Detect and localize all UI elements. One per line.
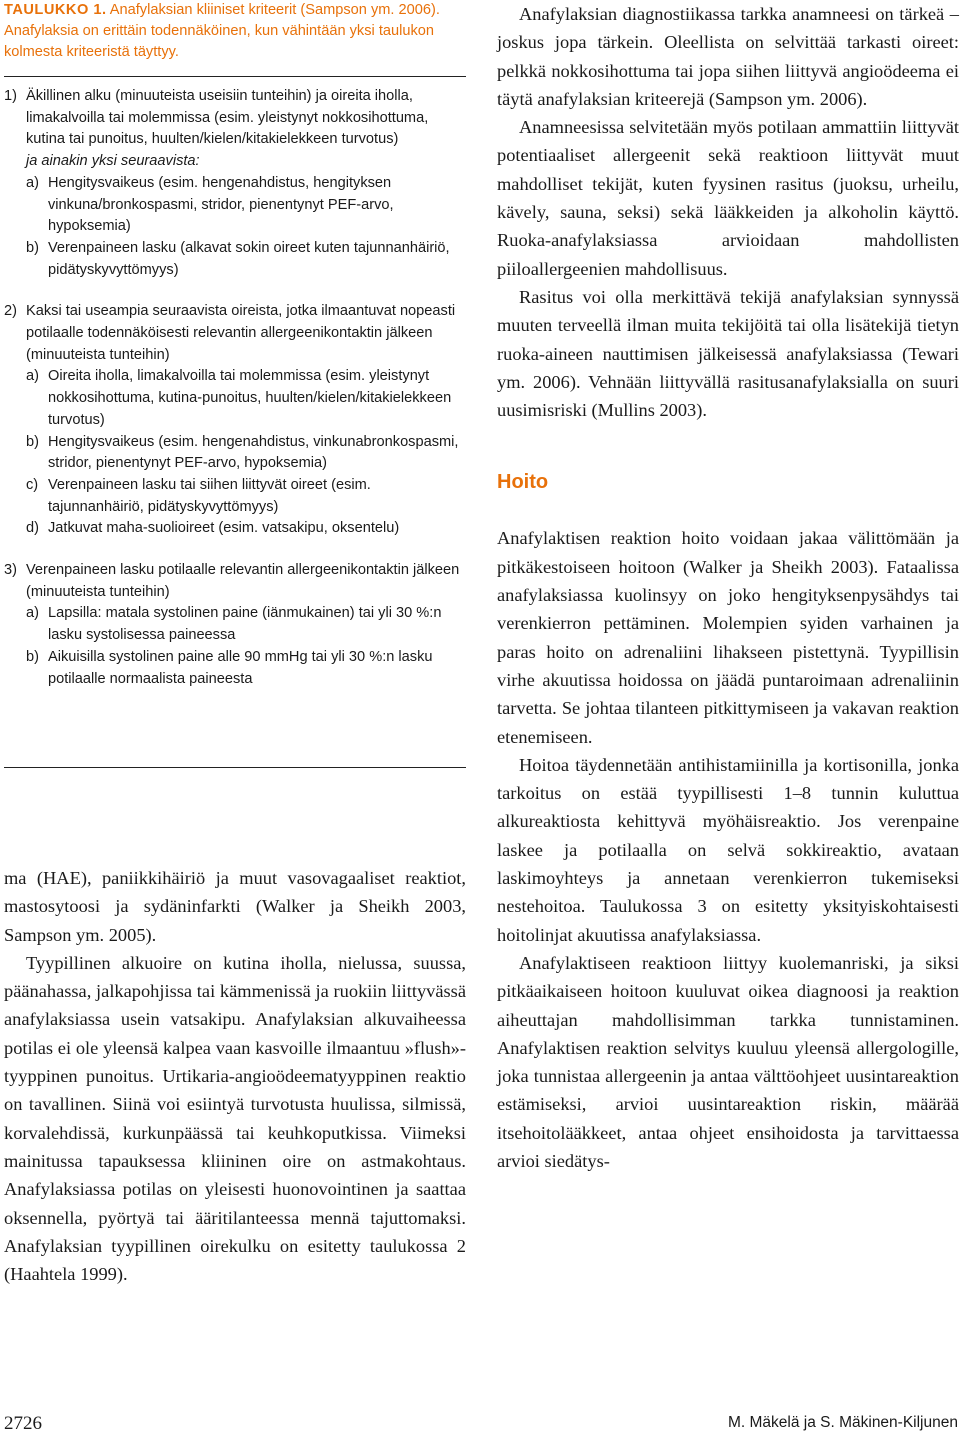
item-text: Verenpaineen lasku tai siihen liittyvät oireet (esim. tajunnanhäiriö, pidätyskyvyttömyys) [48,476,371,515]
footer-authors: M. Mäkelä ja S. Mäkinen-Kiljunen [727,1414,958,1431]
item-letter: a) [26,605,39,622]
criterion-item [26,366,466,431]
paragraph: Anamneesissa selvitetään myös potilaan ammattiin liittyvät potentiaaliset allergeenit sekä reaktioon liittyvät muut mahdolliset tekijät, kuten fyysinen rasitus (juoksu, urheilu, kävely, sauna, seksi) sekä lääkkeiden ja alkoholin käyttö. Ruoka-anafylaksiassa arvioidaan mahdollisten piiloallergeenien mahdollisuus. [497,117,959,279]
criterion-number: 3) [4,562,17,579]
criterion-item [26,238,466,281]
paragraph: Anafylaktisen reaktion hoito voidaan jakaa välittömään ja pitkäkestoiseen hoitoon (Walker ja Sheikh 2003). Fataalissa anafylaksiassa kuolinsyy on joko hengityksenpysähdys tai verenkierron pettäminen. Molempien syiden varhainen ja paras hoito on adrenaliini lihakseen pistettynä. Tyypillisin virhe akuutissa hoidossa on jäädä puntaroimaan adrenaliinin tarvetta. Se johtaa tilanteen pitkittymiseen ja vakavan reaktion etenemiseen. [497,528,959,747]
item-letter: b) [26,239,39,256]
criterion-text: Äkillinen alku (minuuteista useisiin tunteihin) ja oireita iholla, limakalvoilla tai molemmissa (esim. yleistynyt nokkosihottuma, kutina tai punoitus, huulten/kielen/kitakielekkeen turvotus) [26,88,429,148]
criterion-2 [4,301,466,540]
item-letter: b) [26,433,39,450]
table-top-rule [4,76,466,77]
criterion-emphasis: ja ainakin yksi seuraavista: [26,153,200,170]
criterion-number: 2) [4,303,17,320]
criterion-text: Kaksi tai useampia seuraavista oireista, jotka ilmaantuvat nopeasti potilaalle todennäköisesti relevantin allergeenikontaktin jälkeen (minuuteista tunteihin) [26,303,456,363]
criterion-item [26,432,466,475]
item-text: Jatkuvat maha-suolioireet (esim. vatsakipu, oksentelu) [48,520,400,537]
criterion-text: Verenpaineen lasku potilaalle relevantin allergeenikontaktin jälkeen (minuuteista tunteihin) [26,562,460,600]
table-caption-text: Anafylaksian kliiniset kriteerit (Sampson ym. 2006). Anafylaksia on erittäin todennäköinen, kun vähintään yksi taulukon kolmesta kriteeristä täyttyy. [4,2,440,60]
item-text: Lapsilla: matala systolinen paine (iänmukainen) tai yli 30 %:n lasku systolisessa paineessa [48,605,442,644]
section-heading-hoito: Hoito [497,471,549,494]
paragraph: Hoitoa täydennetään antihistamiinilla ja kortisonilla, jonka tarkoitus on estää tyypillisesti 1–8 tunnin kuluttua alkureaktiosta kehittyvä myöhäisreaktio. Jos verenpaine laskee ja potilaalla on selvä sokkireaktio, avataan laskimoyhteys ja annetaan verenkierron tukemiseksi nestehoitoa. Taulukossa 3 on esitetty yksityiskohtaisesti hoitolinjat akuutissa anafylaksiassa. [497,754,959,945]
page-number: 2726 [4,1413,42,1434]
item-text: Hengitysvaikeus (esim. hengenahdistus, hengityksen vinkuna/bronkospasmi, stridor, pienentynyt PEF-arvo, hypoksemia) [48,174,394,235]
paragraph: Anafylaksian diagnostiikassa tarkka anamneesi on tärkeä – joskus jopa tärkein. Oleellista on selvittää tarkasti oireet: pelkkä nokkosihottuma tai jopa siihen liittyvä angioödeema ei täytä anafylaksian kriteerejä (Sampson ym. 2006). [497,4,959,109]
table-1 [4,0,466,690]
table-label: TAULUKKO 1. [4,2,107,18]
criterion-item [26,518,466,540]
criterion-item [26,475,466,518]
paragraph: Rasitus voi olla merkittävä tekijä anafylaksian synnyssä muuten terveellä ilman muita tekijöitä tai olla lisätekijä tietyn ruoka-aineen nauttimisen jälkeisessä anafylaksiassa (Tewari ym. 2006). Vehnään liittyvällä rasitusanafylaksialla on suuri uusimisriski (Mullins 2003). [497,286,959,421]
item-text: Verenpaineen lasku (alkavat sokin oireet kuten tajunnanhäiriö, pidätyskyvyttömyys) [48,239,450,278]
table-caption [4,0,466,63]
criterion-item [26,603,466,646]
table-bottom-rule [4,767,466,768]
item-letter: c) [26,476,39,493]
paragraph: ma (HAE), paniikkihäiriö ja muut vasovagaaliset reaktiot, mastosytoosi ja sydäninfarkti (Walker ja Sheikh 2003, Sampson ym. 2005). [4,868,466,945]
criterion-item [26,173,466,238]
item-text: Oireita iholla, limakalvoilla tai molemmissa (esim. yleistynyt nokkosihottuma, kutina-punoitus, huulten/kielen/kitakielekkeen turvotus) [48,368,452,428]
item-letter: a) [26,368,39,385]
item-letter: d) [26,520,39,537]
criterion-1 [4,86,466,281]
item-letter: a) [26,174,39,191]
paragraph: Anafylaktiseen reaktioon liittyy kuolemanriski, ja siksi pitkäaikaiseen hoitoon kuuluvat oikea diagnoosi ja reaktion aiheuttajan mahdollisimman tarkka tunnistaminen. Anafylaktisen reaktion selvitys kuuluu yleensä allergologille, joka tunnistaa allergeenin ja antaa välttöohjeet uusintareaktion estämiseksi, arvioi uusintareaktion riskin, määrää itsehoitolääkkeet, antaa ohjeet ensihoidosta ja tarvittaessa arvioi siedätys- [497,952,959,1171]
criterion-3 [4,560,466,690]
item-text: Hengitysvaikeus (esim. hengenahdistus, vinkunabronkospasmi, stridor, pienentynyt PEF-arvo, hypoksemia) [48,433,459,472]
item-text: Aikuisilla systolinen paine alle 90 mmHg tai yli 30 %:n lasku potilaalle normaalista paineesta [48,648,433,687]
item-letter: b) [26,648,39,665]
left-column-text [4,864,466,1288]
criteria-list [4,86,466,690]
criterion-item [26,647,466,690]
criterion-number: 1) [4,88,17,104]
paragraph: Tyypillinen alkuoire on kutina iholla, nielussa, suussa, päänahassa, jalkapohjissa tai kämmenissä ja ruokiin liittyvässä anafylaksiassa usein vatsakipu. Anafylaksian alkuvaiheessa potilas ei ole yleensä kalpea vaan kasvoille ilmaantuu »flush»-tyyppinen punoitus. Urtikaria-angioödeematyyppinen reaktio on tavallinen. Siinä voi esiintyä turvotusta huulissa, silmissä, korvalehdissä, kurkunpäässä tai keuhkoputkissa. Viimeksi mainitussa tapauksessa kliininen oire on astmakohtaus. Anafylaksiassa potilas on yleisesti huonovointinen ja saattaa oksennella, pyörtyä tai ääritilanteessa mennä tajuttomaksi. Anafylaksian tyypillinen oirekulku on esitetty taulukossa 2 (Haahtela 1999). [4,952,466,1285]
right-column-text [497,0,959,1175]
